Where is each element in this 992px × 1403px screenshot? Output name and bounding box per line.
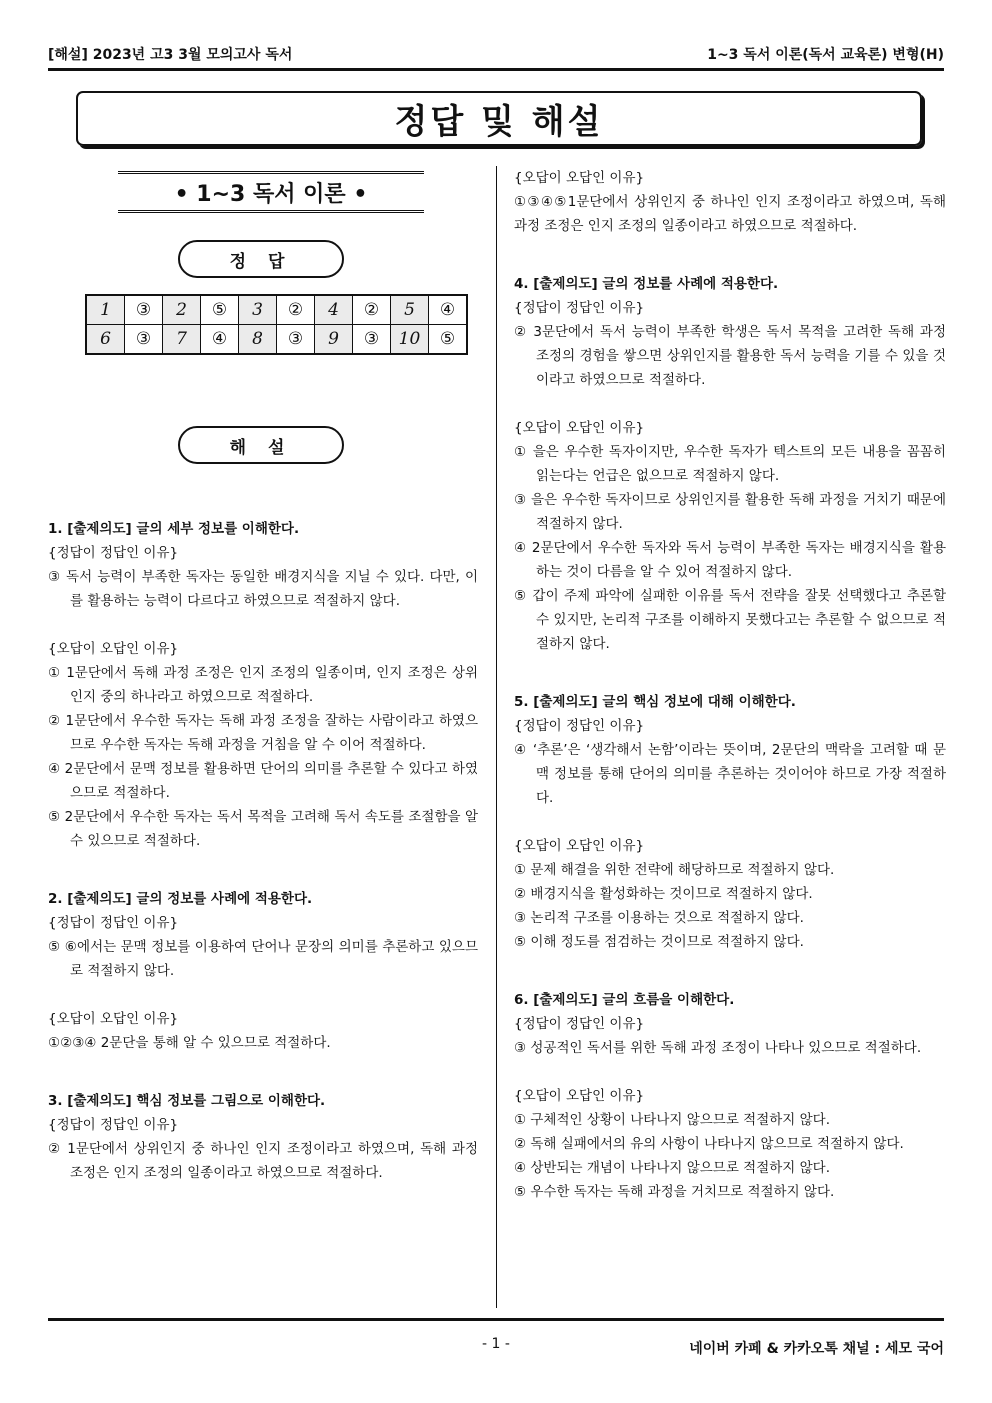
q4-correct: ② 3문단에서 독서 능력이 부족한 학생은 독서 목적을 고려한 독해 과정 조정의 경험을 쌓으면 상위인지를 활용한 독서 능력을 기를 수 있을 것이라고 하였으므로 적절하다.	[514, 324, 946, 388]
answer-value: ⑤	[201, 295, 239, 325]
q5-title: 5. [출제의도] 글의 핵심 정보에 대해 이해한다.	[514, 694, 796, 710]
question-number: 7	[163, 325, 201, 355]
question-number: 9	[315, 325, 353, 355]
column-divider	[496, 166, 497, 1308]
answer-value: ③	[353, 325, 391, 355]
q4-title: 4. [출제의도] 글의 정보를 사례에 적용한다.	[514, 276, 779, 292]
q5-wrong-item: ① 문제 해결을 위한 전략에 해당하므로 적절하지 않다.	[514, 862, 835, 878]
answer-value: ②	[277, 295, 315, 325]
q6-correct: ③ 성공적인 독서를 위한 독해 과정 조정이 나타나 있으므로 적절하다.	[514, 1040, 922, 1056]
answer-value: ②	[353, 295, 391, 325]
header-right: 1~3 독서 이론(독서 교육론) 변형(H)	[707, 47, 944, 63]
left-column	[48, 517, 478, 1185]
q4-wrong-item: ④ 2문단에서 우수한 독자와 독서 능력이 부족한 독자는 배경지식을 활용하는 것이 다름을 알 수 있어 적절하지 않다.	[514, 540, 946, 580]
question-number: 8	[239, 325, 277, 355]
q6-wrong-item: ② 독해 실패에서의 유의 사항이 나타나지 않으므로 적절하지 않다.	[514, 1136, 904, 1152]
q1-title: 1. [출제의도] 글의 세부 정보를 이해한다.	[48, 521, 300, 537]
q3-wrong: ①③④⑤1문단에서 상위인지 중 하나인 인지 조정이라고 하였으며, 독해 과정 조정은 인지 조정의 일종이라고 하였으므로 적절하다.	[514, 194, 946, 234]
q1-wrong-item: ⑤ 2문단에서 우수한 독자는 독서 목적을 고려해 독서 속도를 조절함을 알 수 있으므로 적절하다.	[48, 809, 478, 849]
title-box	[76, 91, 922, 146]
section-title-box	[118, 171, 424, 213]
q6-wrong-label: {오답이 오답인 이유}	[514, 1088, 645, 1104]
question-number: 4	[315, 295, 353, 325]
q5-wrong-item: ③ 논리적 구조를 이용하는 것으로 적절하지 않다.	[514, 910, 804, 926]
q6-wrong-item: ① 구체적인 상황이 나타나지 않으므로 적절하지 않다.	[514, 1112, 831, 1128]
answer-value: ③	[125, 295, 163, 325]
q4-wrong-label: {오답이 오답인 이유}	[514, 420, 645, 436]
q4-correct-label: {정답이 정답인 이유}	[514, 300, 645, 316]
q3-correct: ② 1문단에서 상위인지 중 하나인 인지 조정이라고 하였으며, 독해 과정 조정은 인지 조정의 일종이라고 하였으므로 적절하다.	[48, 1141, 478, 1181]
answer-value: ③	[277, 325, 315, 355]
q1-wrong-item: ④ 2문단에서 문맥 정보를 활용하면 단어의 의미를 추론할 수 있다고 하였으므로 적절하다.	[48, 761, 478, 801]
q2-wrong-label: {오답이 오답인 이유}	[48, 1011, 179, 1027]
q5-wrong-item: ⑤ 이해 정도를 점검하는 것이므로 적절하지 않다.	[514, 934, 804, 950]
q5-correct: ④ ‘추론’은 ‘생각해서 논함’이라는 뜻이며, 2문단의 맥락을 고려할 때 문맥 정보를 통해 단어의 의미를 추론하는 것이어야 하므로 가장 적절하다.	[514, 742, 946, 806]
page-title: 정답 및 해설	[394, 102, 604, 142]
q6-correct-label: {정답이 정답인 이유}	[514, 1016, 645, 1032]
explanation-label: 해 설	[178, 426, 344, 464]
question-number: 2	[163, 295, 201, 325]
question-number: 6	[86, 325, 125, 355]
q2-title: 2. [출제의도] 글의 정보를 사례에 적용한다.	[48, 891, 313, 907]
q3-correct-label: {정답이 정답인 이유}	[48, 1117, 179, 1133]
q4-wrong-item: ① 을은 우수한 독자이지만, 우수한 독자가 텍스트의 모든 내용을 꼼꼼히 읽는다는 언급은 없으므로 적절하지 않다.	[514, 444, 946, 484]
section-title: • 1~3 독서 이론 •	[174, 181, 368, 207]
q2-correct: ⑤ ⑥에서는 문맥 정보를 이용하여 단어나 문장의 의미를 추론하고 있으므로 적절하지 않다.	[48, 939, 478, 979]
q1-wrong-item: ① 1문단에서 독해 과정 조정은 인지 조정의 일종이며, 인지 조정은 상위 인지 중의 하나라고 하였으므로 적절하다.	[48, 665, 478, 705]
q3-wrong-label: {오답이 오답인 이유}	[514, 170, 645, 186]
q5-wrong-label: {오답이 오답인 이유}	[514, 838, 645, 854]
answer-label: 정 답	[178, 240, 344, 278]
question-number: 3	[239, 295, 277, 325]
q1-wrong-label: {오답이 오답인 이유}	[48, 641, 179, 657]
q5-correct-label: {정답이 정답인 이유}	[514, 718, 645, 734]
answer-value: ④	[201, 325, 239, 355]
question-number: 5	[391, 295, 429, 325]
q6-wrong-item: ④ 상반되는 개념이 나타나지 않으므로 적절하지 않다.	[514, 1160, 831, 1176]
answer-table	[85, 294, 468, 355]
question-number: 1	[86, 295, 125, 325]
question-number: 10	[391, 325, 429, 355]
q3-title: 3. [출제의도] 핵심 정보를 그림으로 이해한다.	[48, 1093, 326, 1109]
answer-value: ④	[429, 295, 468, 325]
q1-correct: ③ 독서 능력이 부족한 독자는 동일한 배경지식을 지닐 수 있다. 다만, 이를 활용하는 능력이 다르다고 하였으므로 적절하지 않다.	[48, 569, 478, 609]
footer-rule	[48, 1318, 944, 1321]
header-rule	[48, 68, 944, 71]
answer-value: ⑤	[429, 325, 468, 355]
q2-wrong: ①②③④ 2문단을 통해 알 수 있으므로 적절하다.	[48, 1035, 331, 1051]
q6-wrong-item: ⑤ 우수한 독자는 독해 과정을 거치므로 적절하지 않다.	[514, 1184, 835, 1200]
q5-wrong-item: ② 배경지식을 활성화하는 것이므로 적절하지 않다.	[514, 886, 813, 902]
answer-value: ③	[125, 325, 163, 355]
header-left: [해설] 2023년 고3 3월 모의고사 독서	[48, 47, 293, 63]
answer-row	[86, 325, 467, 355]
footer-credit: 네이버 카페 & 카카오톡 채널 : 세모 국어	[689, 1341, 944, 1357]
q4-wrong-item: ⑤ 갑이 주제 파악에 실패한 이유를 독서 전략을 잘못 선택했다고 추론할 수 있지만, 논리적 구조를 이해하지 못했다고는 추론할 수 없으므로 적절하지 않다.	[514, 588, 946, 652]
q4-wrong-item: ③ 을은 우수한 독자이므로 상위인지를 활용한 독해 과정을 거치기 때문에 적절하지 않다.	[514, 492, 946, 532]
q6-title: 6. [출제의도] 글의 흐름을 이해한다.	[514, 992, 735, 1008]
q1-wrong-item: ② 1문단에서 우수한 독자는 독해 과정 조정을 잘하는 사람이라고 하였으므로 우수한 독자는 독해 과정을 거침을 알 수 이어 적절하다.	[48, 713, 478, 753]
right-column	[514, 166, 946, 1204]
page-number: - 1 -	[482, 1336, 510, 1352]
q1-correct-label: {정답이 정답인 이유}	[48, 545, 179, 561]
q2-correct-label: {정답이 정답인 이유}	[48, 915, 179, 931]
answer-row	[86, 295, 467, 325]
